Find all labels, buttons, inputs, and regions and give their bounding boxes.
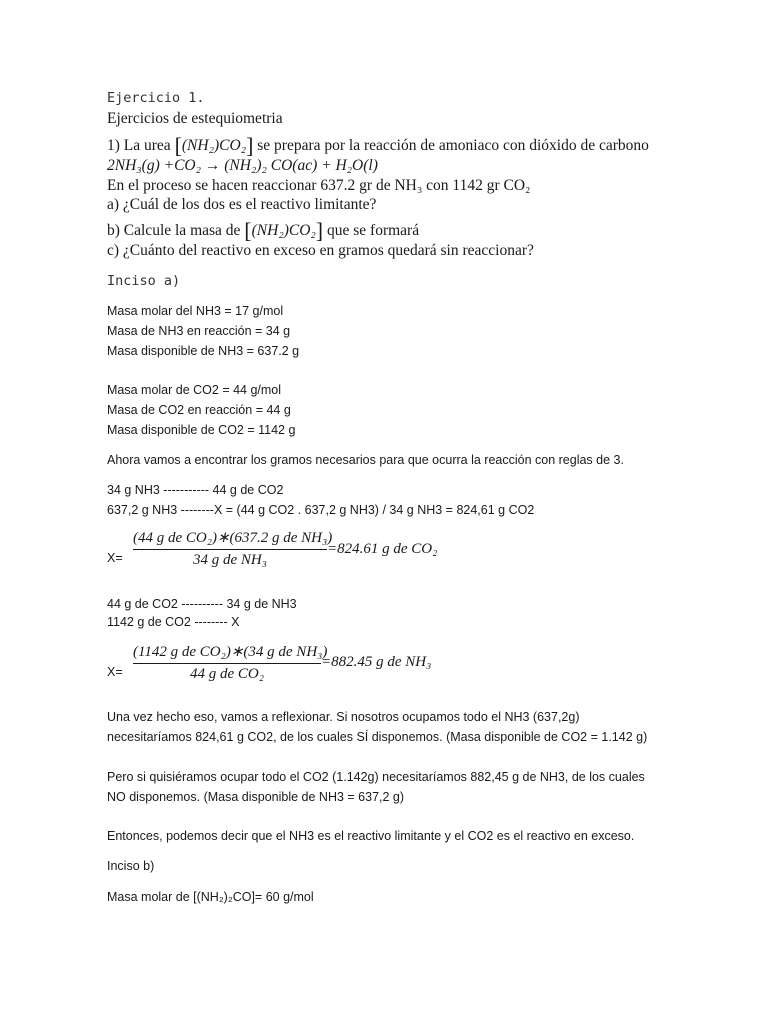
rule2-line-2: 1142 g de CO2 -------- X: [107, 615, 240, 629]
urea-formula: (NH₂)CO₂: [181, 137, 247, 154]
rule1-line-2: 637,2 g NH3 --------X = (44 g CO2 . 637,2 g NH3) / 34 g NH3 = 824,61 g CO2: [107, 503, 535, 517]
rule-of-three-intro: Ahora vamos a encontrar los gramos necesarios para que ocurra la reacción con reglas de 3.: [107, 453, 624, 467]
eq2-denominator: 44 g de CO₂: [190, 666, 264, 682]
co2-line-3: Masa disponible de CO2 = 1142 g: [107, 423, 296, 437]
equation-2: [133, 642, 463, 690]
inciso-a-heading: Inciso a): [107, 273, 181, 289]
problem-line-3: En el proceso se hacen reaccionar 637.2 gr de NH₃ con 1142 gr CO₂: [107, 177, 531, 194]
eq2-label: X=: [107, 665, 123, 679]
question-a: a) ¿Cuál de los dos es el reactivo limitante?: [107, 196, 377, 213]
eq1-label: X=: [107, 551, 123, 565]
nh3-line-3: Masa disponible de NH3 = 637.2 g: [107, 344, 300, 358]
conclusion: Entonces, podemos decir que el NH3 es el reactivo limitante y el CO2 es el reactivo en exceso.: [107, 829, 635, 843]
question-c: c) ¿Cuánto del reactivo en exceso en gramos quedará sin reaccionar?: [107, 242, 534, 259]
reaction-equation: 2NH₃(g) +CO₂ → (NH₂)₂ CO(ac) + H₂O(l): [107, 157, 378, 174]
eq1-denominator: 34 g de NH₃: [193, 552, 267, 568]
problem-line-1: 1) La urea [(NH₂)CO₂] se prepara por la reacción de amoniaco con dióxido de carbono: [107, 133, 649, 158]
exercise-subtitle: Ejercicios de estequiometria: [107, 110, 283, 127]
urea-molar-mass: Masa molar de [(NH₂)₂CO]= 60 g/mol: [107, 890, 314, 904]
question-b: b) Calcule la masa de [(NH₂)CO₂] que se formará: [107, 218, 420, 243]
equation-1: [133, 528, 463, 576]
rule1-line-1: 34 g NH3 ----------- 44 g de CO2: [107, 483, 284, 497]
inciso-b-heading: Inciso b): [107, 859, 155, 873]
eq2-numerator: (1142 g de CO₂)∗(34 g de NH₃): [133, 644, 328, 660]
eq2-fraction-bar: [133, 663, 321, 664]
urea-formula-b: (NH₂)CO₂: [251, 222, 316, 239]
alternative-line-1: Pero si quisiéramos ocupar todo el CO2 (1.142g) necesitaríamos 882,45 g de NH3, de los cuales: [107, 770, 645, 784]
exercise-title: Ejercicio 1.: [107, 90, 205, 106]
rule2-line-1: 44 g de CO2 ---------- 34 g de NH3: [107, 597, 297, 611]
co2-line-1: Masa molar de CO2 = 44 g/mol: [107, 383, 282, 397]
reflection-line-1: Una vez hecho eso, vamos a reflexionar. Si nosotros ocupamos todo el NH3 (637,2g): [107, 710, 580, 724]
nh3-line-1: Masa molar del NH3 = 17 g/mol: [107, 304, 284, 318]
reflection-line-2: necesitaríamos 824,61 g CO2, de los cuales SÍ disponemos. (Masa disponible de CO2 = 1.142 g): [107, 730, 648, 744]
eq1-numerator: (44 g de CO₂)∗(637.2 g de NH₃): [133, 530, 333, 546]
co2-line-2: Masa de CO2 en reacción = 44 g: [107, 403, 291, 417]
alternative-line-2: NO disponemos. (Masa disponible de NH3 = 637,2 g): [107, 790, 405, 804]
nh3-line-2: Masa de NH3 en reacción = 34 g: [107, 324, 291, 338]
eq2-result: =882.45 g de NH₃: [321, 654, 432, 670]
eq1-result: =824.61 g de CO₂: [327, 541, 438, 557]
eq1-fraction-bar: [133, 549, 327, 550]
